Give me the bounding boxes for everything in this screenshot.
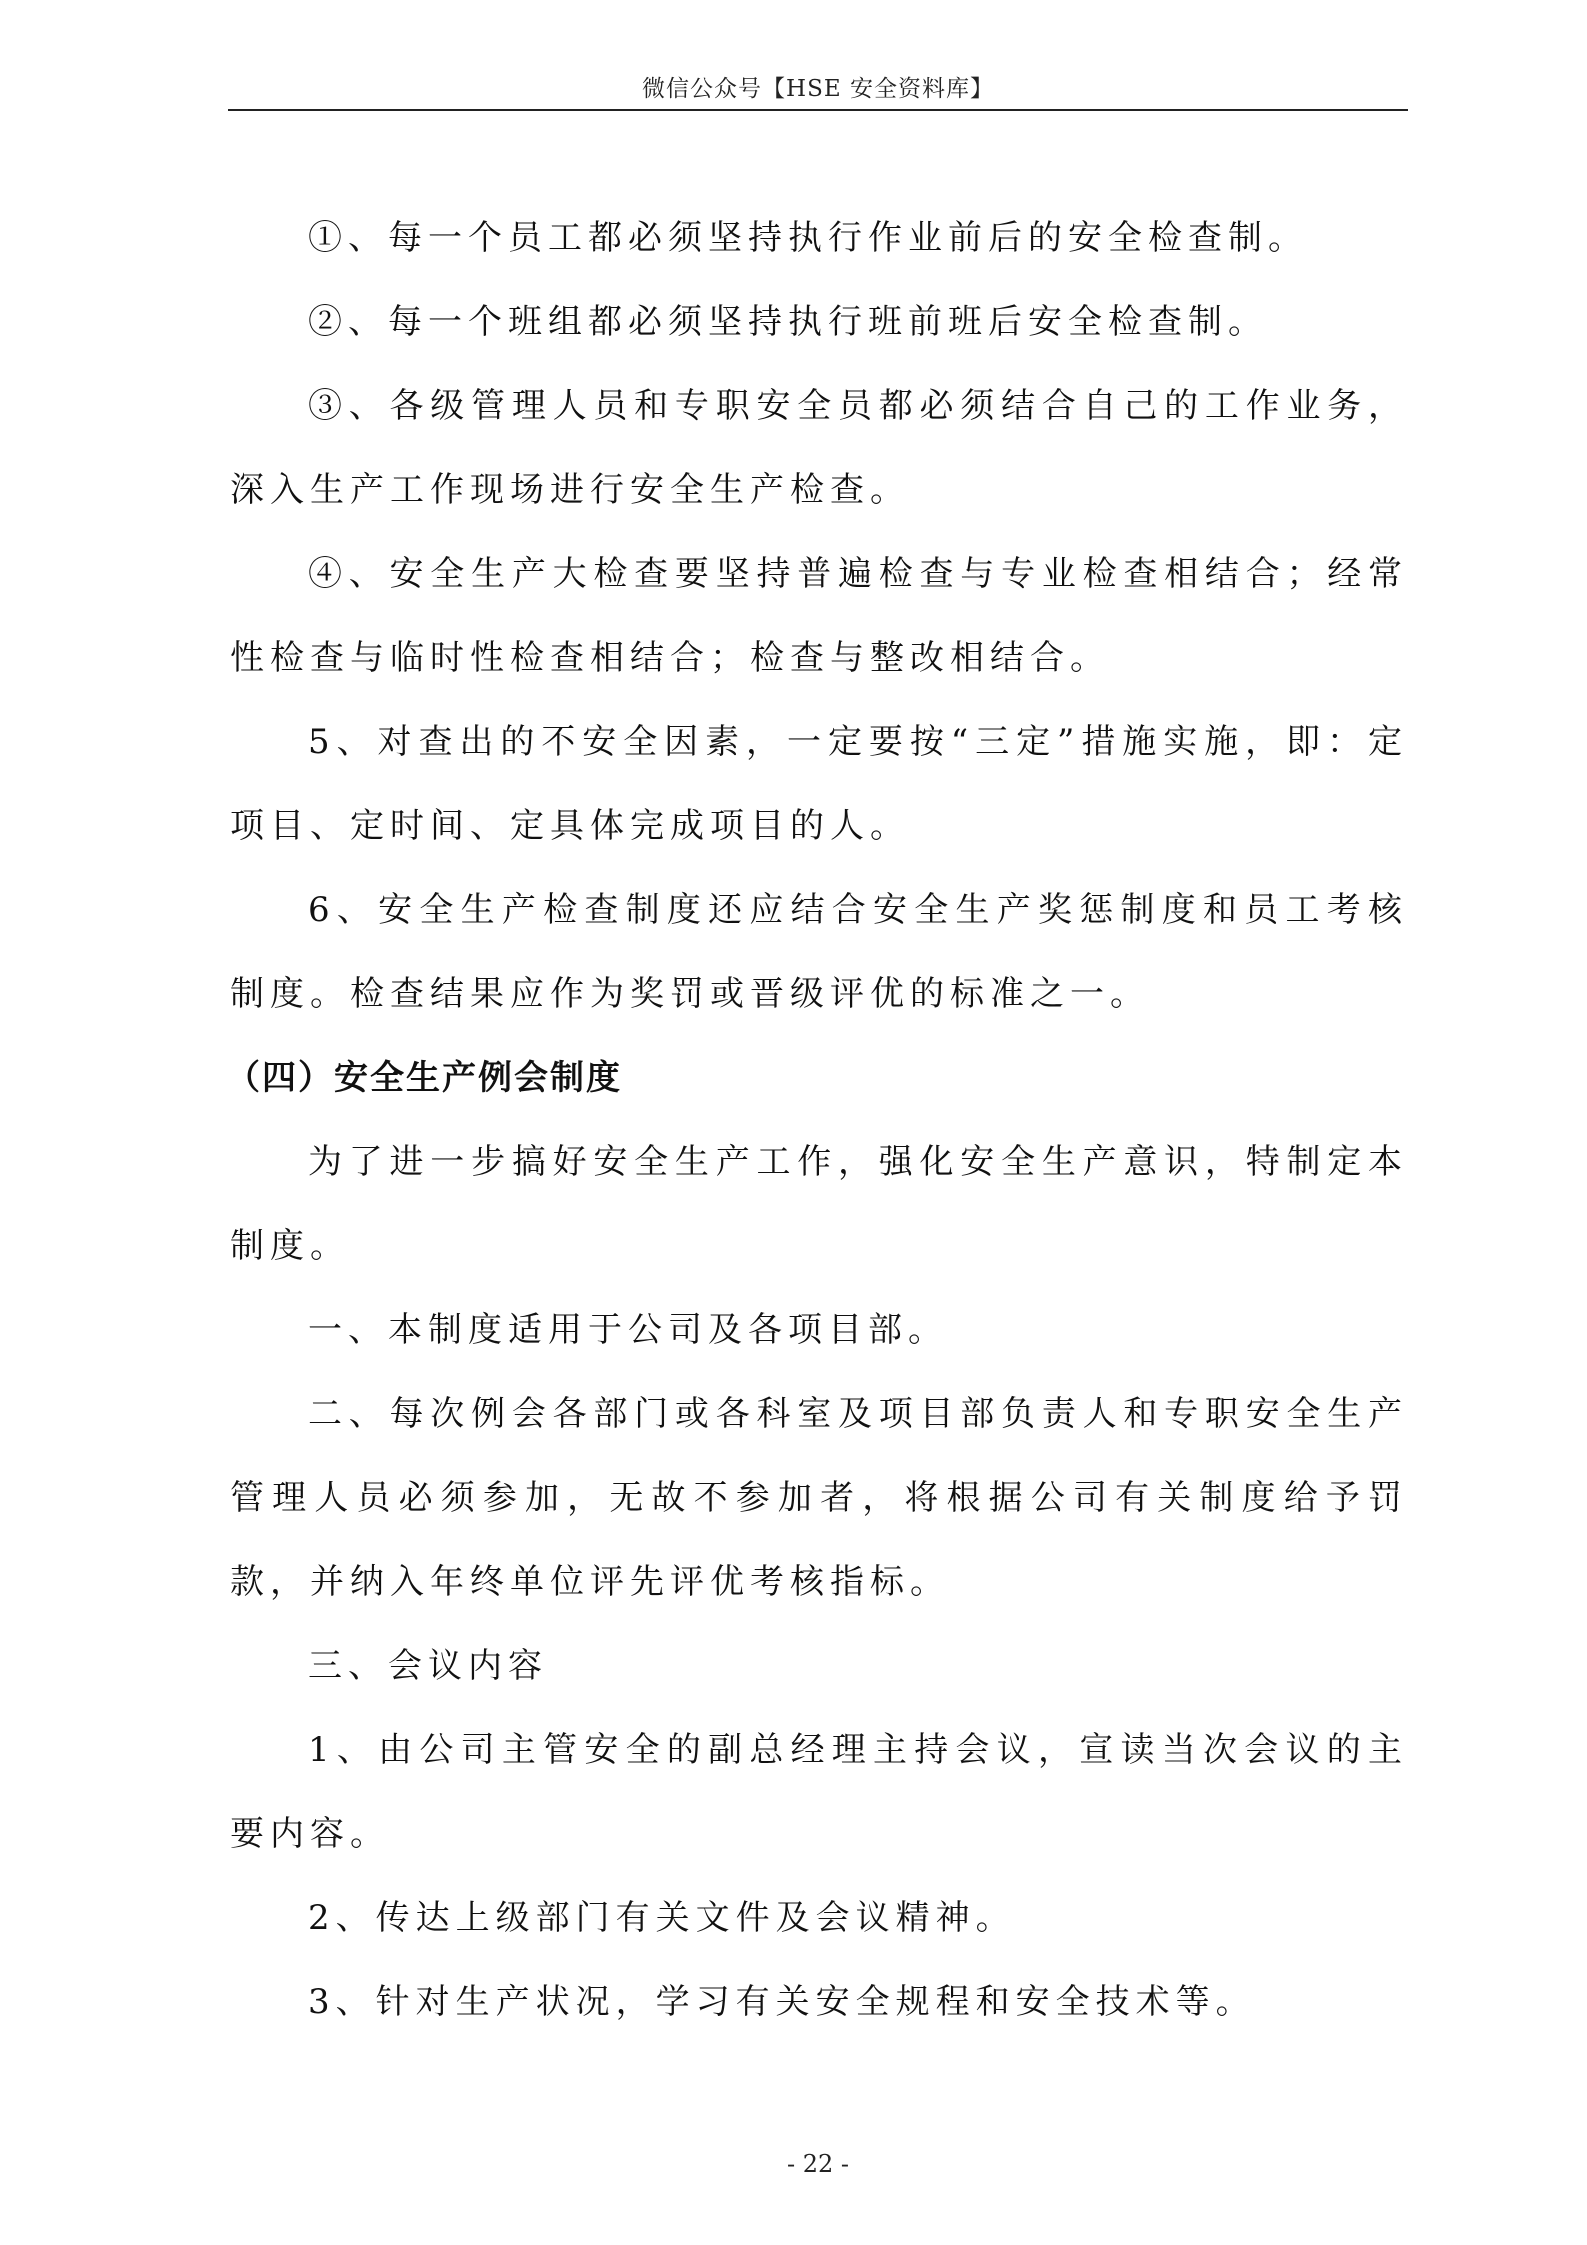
section-heading: （四）安全生产例会制度: [226, 1058, 622, 1098]
header-divider: [228, 109, 1408, 111]
paragraph-check-item-4: ④、安全生产大检查要坚持普遍检查与专业检查相结合；经常性检查与临时性检查相结合；检查与整改相结合。: [230, 554, 1408, 678]
paragraph-meeting-item-1: 1、由公司主管安全的副总经理主持会议，宣读当次会议的主要内容。: [230, 1730, 1408, 1854]
paragraph-intro: 为了进一步搞好安全生产工作，强化安全生产意识，特制定本制度。: [230, 1142, 1408, 1266]
page-header: 微信公众号【HSE 安全资料库】: [642, 76, 994, 102]
paragraph-meeting-item-3: 3、针对生产状况，学习有关安全规程和安全技术等。: [308, 1982, 1256, 2022]
document-body: [226, 196, 1408, 2044]
page-number: - 22 -: [786, 2150, 849, 2178]
paragraph-rule-5: 5、对查出的不安全因素，一定要按“三定”措施实施，即：定项目、定时间、定具体完成项目的人。: [230, 722, 1408, 846]
paragraph-scope: 一、本制度适用于公司及各项目部。: [308, 1310, 948, 1350]
paragraph-attendance: 二、每次例会各部门或各科室及项目部负责人和专职安全生产管理人员必须参加，无故不参加者，将根据公司有关制度给予罚款，并纳入年终单位评先评优考核指标。: [230, 1394, 1408, 1602]
paragraph-rule-6: 6、安全生产检查制度还应结合安全生产奖惩制度和员工考核制度。检查结果应作为奖罚或晋级评优的标准之一。: [230, 890, 1408, 1014]
paragraph-meeting-item-2: 2、传达上级部门有关文件及会议精神。: [308, 1898, 1016, 1938]
paragraph-meeting-content-title: 三、会议内容: [308, 1646, 548, 1686]
paragraph-check-item-3: ③、各级管理人员和专职安全员都必须结合自己的工作业务，深入生产工作现场进行安全生产检查。: [230, 386, 1408, 510]
paragraph-check-item-1: ①、每一个员工都必须坚持执行作业前后的安全检查制。: [308, 218, 1308, 258]
paragraph-check-item-2: ②、每一个班组都必须坚持执行班前班后安全检查制。: [308, 302, 1268, 342]
